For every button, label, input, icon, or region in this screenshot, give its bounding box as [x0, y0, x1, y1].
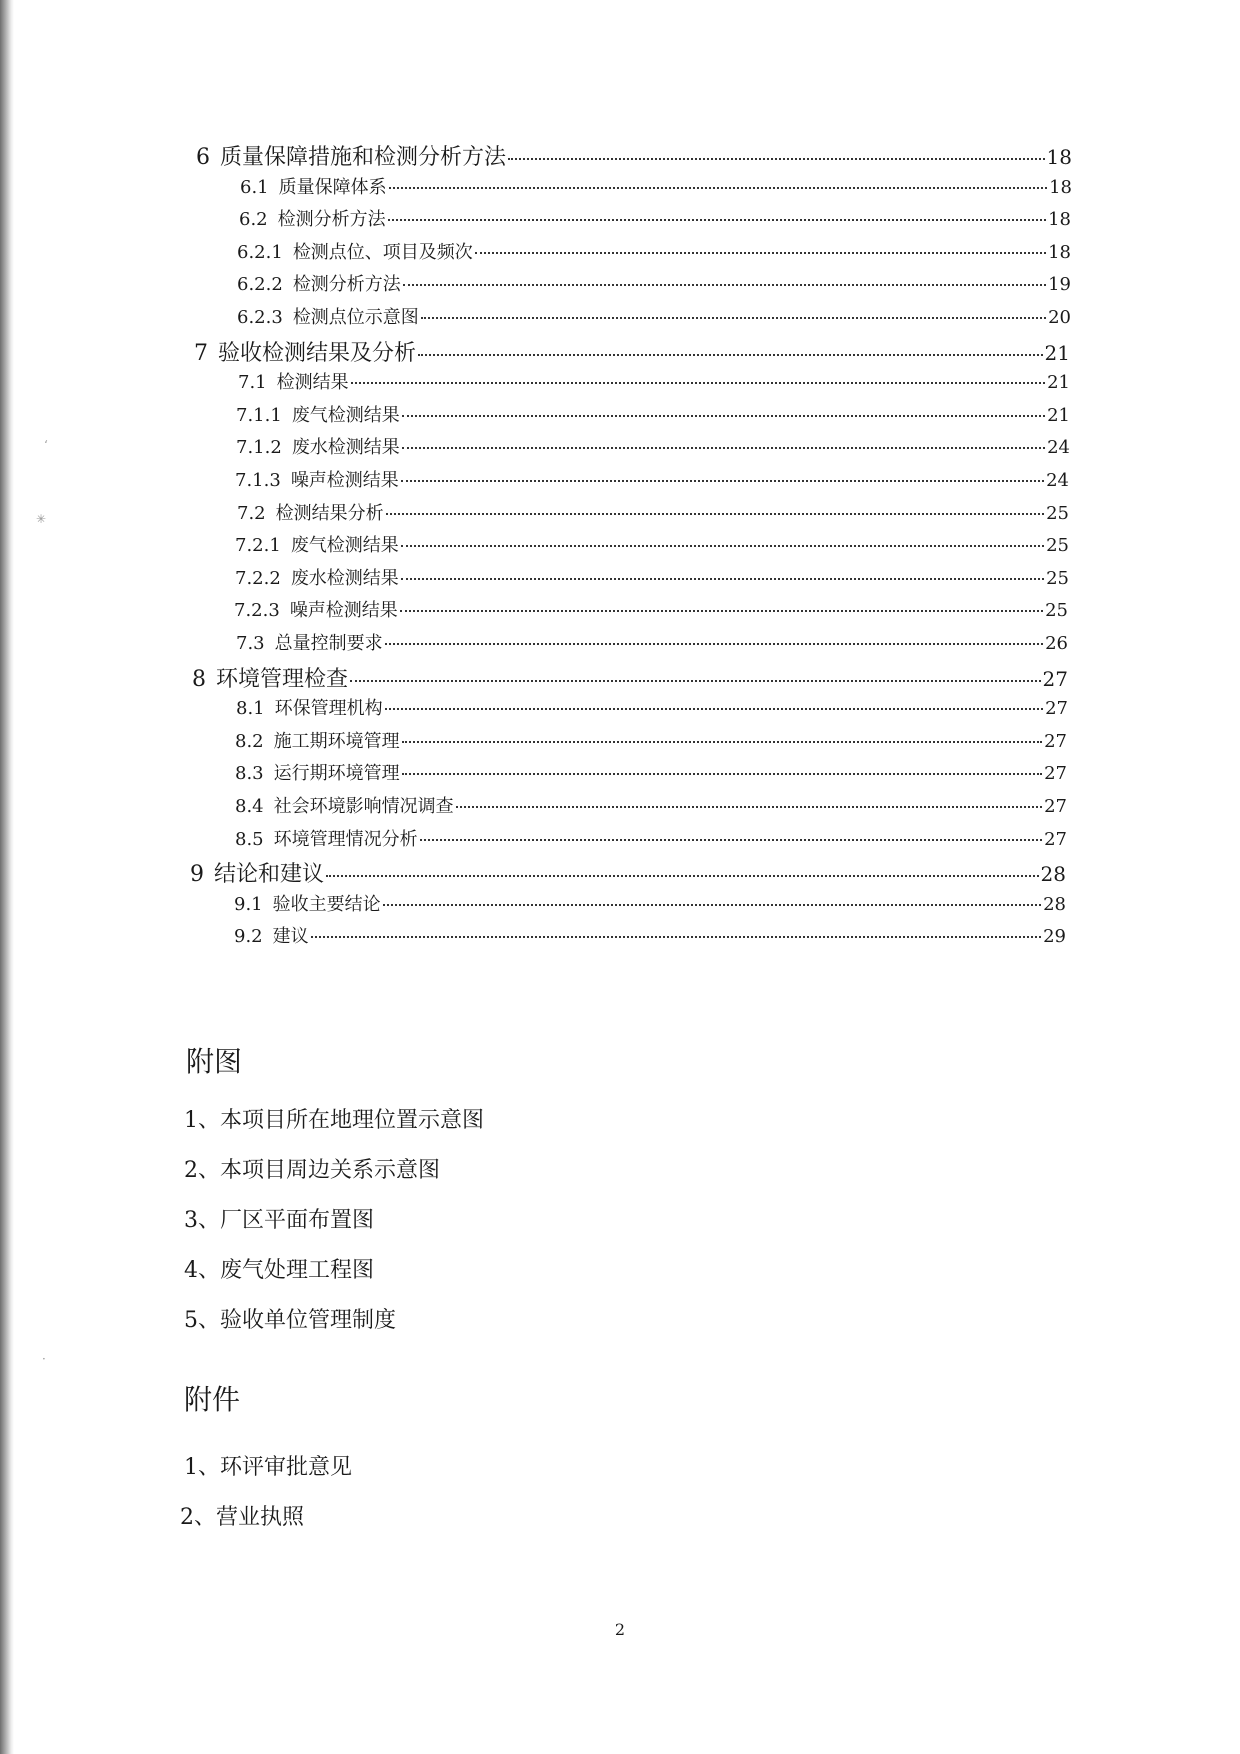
toc-entry: [240, 173, 1072, 205]
toc-entry: [236, 401, 1070, 433]
toc-entry-page: 24: [1047, 437, 1070, 458]
toc-entry: [239, 205, 1071, 237]
toc-entry-title: 环境管理情况分析: [273, 829, 418, 850]
toc-entry: [235, 727, 1067, 759]
toc-dot-leader: [418, 354, 1043, 356]
toc-entry-page: 27: [1042, 667, 1068, 691]
toc-entry-number: 9: [190, 862, 204, 887]
toc-entry-page: 18: [1048, 209, 1071, 230]
toc-entry-number: 6.1: [240, 177, 269, 198]
toc-entry: [192, 662, 1068, 694]
toc-entry: [190, 857, 1066, 889]
toc-entry-number: 7.1.1: [236, 405, 282, 426]
toc-entry: [235, 531, 1069, 563]
toc-entry-title: 验收检测结果及分析: [218, 341, 417, 366]
toc-dot-leader: [326, 875, 1039, 877]
toc-entry-title: 废水检测结果: [290, 568, 399, 589]
toc-entry-page: 25: [1045, 600, 1068, 621]
toc-entry-number: 6: [196, 145, 210, 170]
toc-entry-title: 社会环境影响情况调查: [273, 796, 454, 817]
toc-entry-title: 废气检测结果: [291, 405, 400, 426]
toc-dot-leader: [385, 643, 1043, 645]
toc-entry-title: 验收主要结论: [272, 894, 381, 915]
attachment-item: 1、环评审批意见: [184, 1455, 352, 1480]
toc-entry-title: 检测分析方法: [292, 274, 401, 295]
toc-entry-number: 7.3: [236, 633, 265, 654]
toc-entry-title: 废水检测结果: [291, 437, 400, 458]
toc-entry: [235, 825, 1067, 857]
toc-entry-title: 总量控制要求: [274, 633, 383, 654]
toc-entry-page: 28: [1040, 862, 1066, 886]
toc-entry-page: 19: [1048, 274, 1071, 295]
toc-entry-page: 24: [1046, 470, 1069, 491]
toc-entry-page: 29: [1043, 926, 1066, 947]
toc-entry-page: 21: [1047, 372, 1070, 393]
appendix-figure-item: 5、验收单位管理制度: [184, 1308, 396, 1333]
toc-dot-leader: [401, 545, 1044, 547]
toc-entry: [235, 759, 1067, 791]
toc-dot-leader: [311, 936, 1041, 938]
toc-entry-page: 27: [1044, 731, 1067, 752]
toc-entry-title: 噪声检测结果: [290, 470, 399, 491]
toc-dot-leader: [420, 839, 1042, 841]
toc-entry-page: 25: [1046, 503, 1069, 524]
toc-entry: [237, 499, 1069, 531]
toc-entry-title: 施工期环境管理: [273, 731, 400, 752]
toc-dot-leader: [388, 219, 1046, 221]
toc-entry: [194, 336, 1070, 368]
toc-entry-number: 7.2.3: [234, 600, 280, 621]
toc-dot-leader: [402, 741, 1042, 743]
toc-entry-number: 9.2: [234, 926, 263, 947]
toc-dot-leader: [402, 447, 1045, 449]
toc-entry-number: 8.5: [235, 829, 264, 850]
toc-entry-title: 检测分析方法: [277, 209, 386, 230]
toc-entry: [234, 596, 1068, 628]
toc-entry-title: 建议: [272, 926, 309, 947]
toc-dot-leader: [400, 610, 1043, 612]
toc-dot-leader: [386, 513, 1044, 515]
toc-entry: [235, 564, 1069, 596]
toc-dot-leader: [351, 382, 1045, 384]
toc-entry-title: 环保管理机构: [274, 698, 383, 719]
toc-entry-number: 7.1.3: [235, 470, 281, 491]
toc-entry-title: 噪声检测结果: [289, 600, 398, 621]
attachment-item: 2、营业执照: [180, 1505, 304, 1530]
appendix-figure-item: 1、本项目所在地理位置示意图: [184, 1108, 484, 1133]
toc-entry-title: 检测点位示意图: [292, 307, 419, 328]
toc-entry-number: 8: [192, 667, 206, 692]
toc-entry-number: 8.4: [235, 796, 264, 817]
toc-entry-page: 28: [1043, 894, 1066, 915]
toc-entry: [236, 629, 1068, 661]
toc-entry-number: 6.2: [239, 209, 268, 230]
attachments-heading: 附件: [184, 1383, 241, 1416]
toc-dot-leader: [385, 708, 1043, 710]
toc-entry-number: 6.2.2: [237, 274, 283, 295]
appendix-figure-item: 2、本项目周边关系示意图: [184, 1158, 440, 1183]
toc-entry-page: 21: [1044, 341, 1070, 365]
toc-entry: [234, 922, 1066, 954]
toc-entry-title: 废气检测结果: [290, 535, 399, 556]
toc-entry-page: 25: [1046, 568, 1069, 589]
toc-entry-page: 25: [1046, 535, 1069, 556]
toc-entry: [235, 466, 1069, 498]
toc-entry-title: 检测结果: [276, 372, 349, 393]
toc-entry-page: 27: [1044, 829, 1067, 850]
toc-dot-leader: [402, 773, 1042, 775]
toc-entry: [237, 303, 1071, 335]
toc-entry-title: 检测结果分析: [275, 503, 384, 524]
toc-entry-page: 27: [1045, 698, 1068, 719]
toc-entry: [236, 433, 1070, 465]
scan-speck: ·: [42, 1352, 46, 1366]
toc-entry: [238, 368, 1070, 400]
page-number: 2: [614, 1620, 626, 1639]
toc-entry-title: 结论和建议: [214, 862, 325, 887]
toc-entry-number: 7: [194, 341, 208, 366]
toc-entry-number: 7.2: [237, 503, 266, 524]
toc-dot-leader: [508, 158, 1045, 160]
toc-entry-page: 18: [1046, 145, 1072, 169]
scan-speck: ✳: [36, 512, 47, 526]
appendix-figure-item: 3、厂区平面布置图: [184, 1208, 374, 1233]
toc-dot-leader: [402, 415, 1045, 417]
toc-entry-page: 26: [1045, 633, 1068, 654]
scan-speck: ʻ: [44, 438, 48, 452]
toc-entry-title: 质量保障措施和检测分析方法: [220, 145, 507, 170]
toc-entry-page: 18: [1049, 177, 1072, 198]
toc-entry-number: 8.2: [235, 731, 264, 752]
toc-entry: [236, 694, 1068, 726]
toc-entry-title: 运行期环境管理: [273, 763, 400, 784]
toc-entry-number: 6.2.3: [237, 307, 283, 328]
toc-entry-page: 27: [1044, 763, 1067, 784]
toc-dot-leader: [389, 187, 1047, 189]
toc-entry-title: 质量保障体系: [278, 177, 387, 198]
toc-entry: [237, 238, 1071, 270]
toc-dot-leader: [421, 317, 1046, 319]
toc-entry-number: 7.1: [238, 372, 267, 393]
toc-entry-page: 27: [1044, 796, 1067, 817]
toc-entry: [237, 270, 1071, 302]
toc-entry-page: 20: [1048, 307, 1071, 328]
toc-entry-number: 6.2.1: [237, 242, 283, 263]
toc-entry-page: 21: [1047, 405, 1070, 426]
toc-dot-leader: [401, 480, 1044, 482]
appendix-figures-heading: 附图: [186, 1045, 243, 1078]
toc-entry-number: 7.2.1: [235, 535, 281, 556]
toc-entry: [234, 890, 1066, 922]
toc-dot-leader: [456, 806, 1042, 808]
toc-dot-leader: [350, 680, 1041, 682]
appendix-figure-item: 4、废气处理工程图: [184, 1258, 374, 1283]
toc-entry: [235, 792, 1067, 824]
toc-dot-leader: [383, 904, 1041, 906]
toc-entry-number: 7.2.2: [235, 568, 281, 589]
toc-dot-leader: [475, 252, 1046, 254]
toc-dot-leader: [403, 284, 1046, 286]
toc-entry-number: 9.1: [234, 894, 263, 915]
toc-entry-title: 检测点位、项目及频次: [292, 242, 473, 263]
toc-entry-number: 7.1.2: [236, 437, 282, 458]
toc-entry-number: 8.3: [235, 763, 264, 784]
toc-entry-number: 8.1: [236, 698, 265, 719]
toc-entry: [196, 140, 1072, 172]
toc-dot-leader: [401, 578, 1044, 580]
toc-entry-title: 环境管理检查: [216, 667, 349, 692]
toc-entry-page: 18: [1048, 242, 1071, 263]
